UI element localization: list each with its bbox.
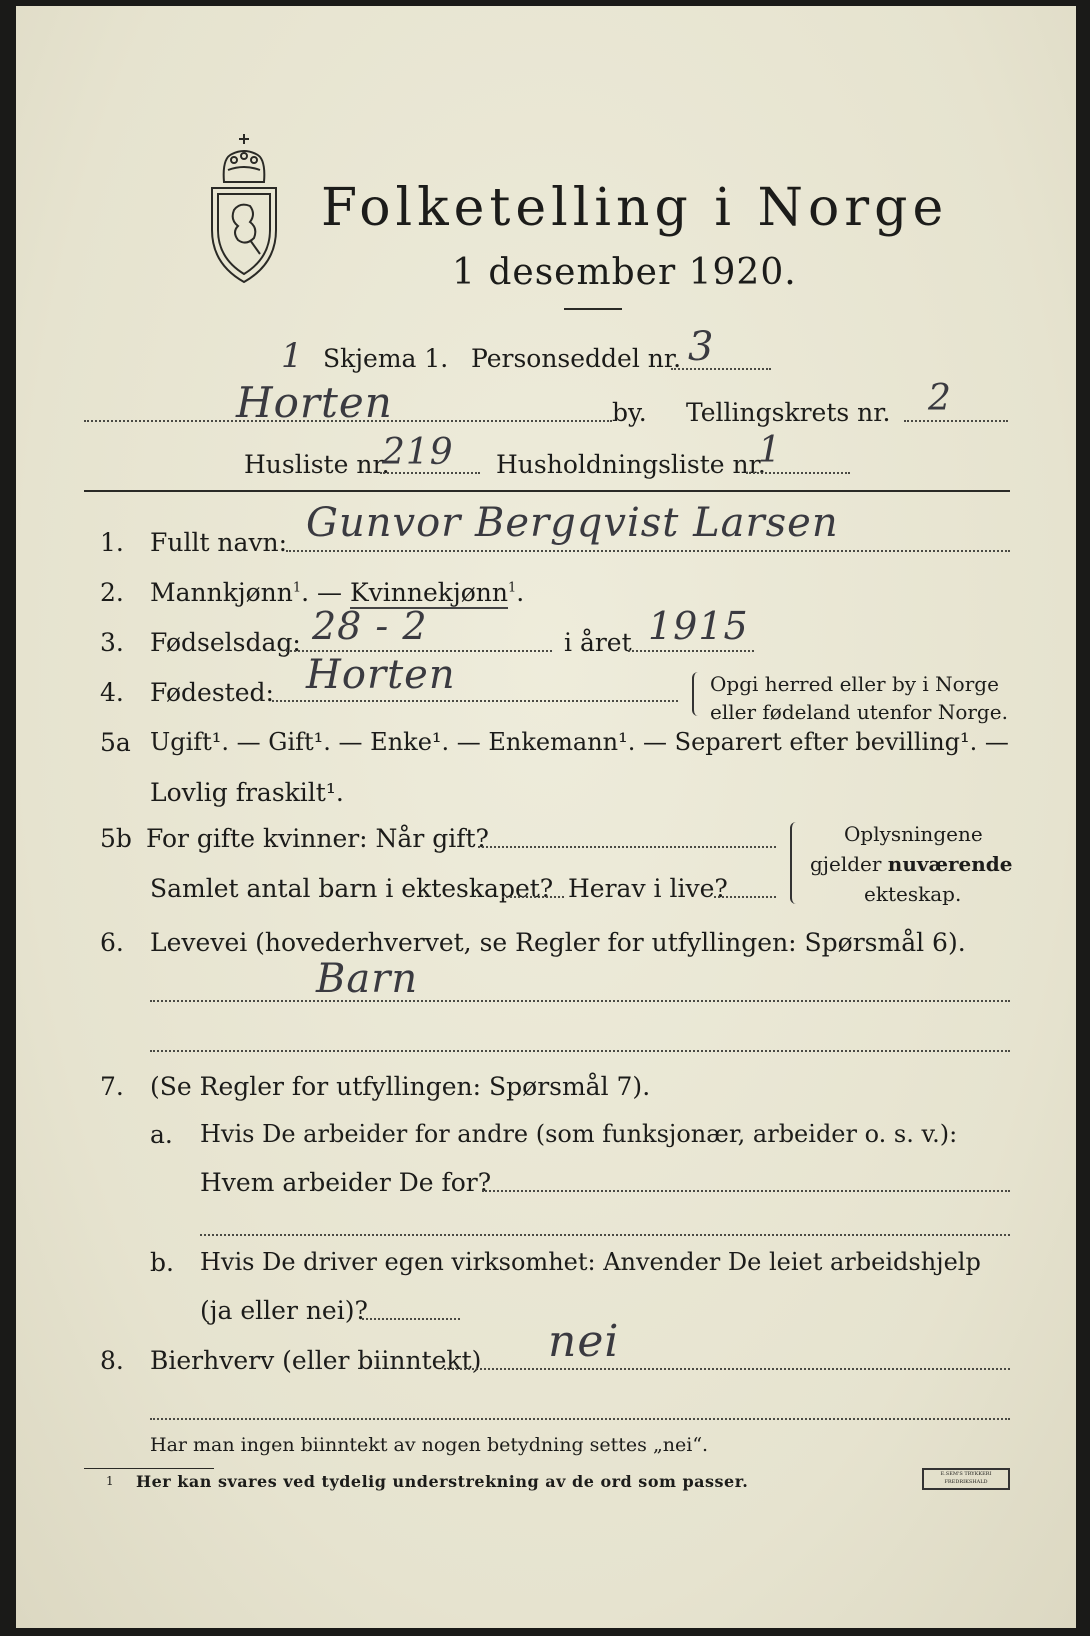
q7-label: (Se Regler for utfyllingen: Spørsmål 7).	[150, 1072, 651, 1101]
q5a-number: 5a	[100, 728, 131, 757]
q3-value: 28 - 2	[312, 604, 428, 648]
q2-mannkjonn: Mannkjønn	[150, 578, 293, 607]
q5b-note-2b: nuværende	[887, 852, 1013, 876]
q7a-letter: a.	[150, 1120, 173, 1149]
husholdning-label: Husholdningsliste nr.	[496, 450, 766, 479]
printer-stamp: E.SEM'S TRYKKERI FREDRIKSHALD	[922, 1468, 1010, 1490]
q1-number: 1.	[100, 528, 124, 557]
husholdning-value: 1	[758, 430, 782, 471]
q7a-line-1: Hvis De arbeider for andre (som funksjonær, arbeider o. s. v.):	[200, 1120, 958, 1148]
margin-mark: 1	[281, 336, 304, 376]
census-form: Folketelling i Norge 1 desember 1920. 1 Skjema 1. Personseddel nr. 3 Horten by. Tellingskrets nr. 2 Husliste nr. 219 Husholdningsliste nr. 1 1. Fullt navn: Gunvor Bergqvist Larsen 2. Mannkjønn$^1$. — Kvinnekjønn$^1$. 3. Fødselsdag: 28 - 2 i året 1915 4. Fødested: Horten Opgi herred eller by i Norge eller fødeland utenfor Norge. 5a Ugift¹. — Gift¹. — Enke¹. — Enkemann¹. — Separert efter bevilling¹. — Lovlig fraskilt¹. 5b For gifte kvinner: Når gift? Samlet antal barn i ekteskapet? Herav i live? Oplysningene gjelder nuværende ekteskap. 6. Levevei (hovederhvervet, se Regler for utfyllingen: Spørsmål 6). Barn 7. (Se Regler for utfyllingen: Spørsmål 7). a. Hvis De arbeider for andre (som funksjonær, arbeider o. s. v.): Hvem arbeider De for? b. Hvis De driver egen virksomhet: Anvender De leiet arbeidshjelp (ja eller nei)? 8. Bierhverv (eller biinntekt) nei Har man ingen biinntekt av nogen betydning settes „nei“. 1 Her kan svares ved tydelig understrekning av de ord som passer. E.SEM'S TRYKKERI FREDRIKSHALD	[16, 6, 1076, 1628]
q5a-line-2: Lovlig fraskilt¹.	[150, 778, 344, 807]
q3-label: Fødselsdag:	[150, 628, 301, 657]
footnote-rule	[84, 1468, 214, 1469]
by-label: by.	[612, 398, 647, 427]
q5b-note-2a: gjelder	[810, 852, 888, 876]
tellingskrets-label: Tellingskrets nr.	[686, 398, 891, 427]
q2-separator: —	[317, 578, 343, 607]
personseddel-value: 3	[688, 324, 715, 370]
q5b-number: 5b	[100, 824, 132, 853]
coat-of-arms-icon	[202, 130, 286, 288]
q5b-label-1: For gifte kvinner: Når gift?	[146, 824, 489, 853]
husliste-value: 219	[382, 432, 454, 473]
q5b-note-1: Oplysningene	[844, 822, 983, 846]
q2-number: 2.	[100, 578, 124, 607]
q8-value: nei	[548, 1316, 620, 1367]
footer-note: Har man ingen biinntekt av nogen betydning settes „nei“.	[150, 1434, 709, 1456]
personseddel-label: Personseddel nr.	[471, 344, 682, 373]
q5b-label-2: Samlet antal barn i ekteskapet?	[150, 874, 554, 903]
header-rule	[84, 490, 1010, 492]
form-title: Folketelling i Norge	[321, 178, 949, 238]
footnote-text: Her kan svares ved tydelig understrekning av de ord som passer.	[136, 1472, 749, 1491]
q8-label: Bierhverv (eller biinntekt)	[150, 1346, 482, 1375]
q8-number: 8.	[100, 1346, 124, 1375]
tellingskrets-value: 2	[928, 378, 952, 419]
q4-value: Horten	[306, 652, 456, 698]
q1-label: Fullt navn:	[150, 528, 288, 557]
q7b-line-1: Hvis De driver egen virksomhet: Anvender De leiet arbeidshjelp	[200, 1248, 981, 1276]
q7b-letter: b.	[150, 1248, 174, 1277]
q5a-line-1: Ugift¹. — Gift¹. — Enke¹. — Enkemann¹. — Separert efter bevilling¹. —	[150, 728, 1009, 756]
q3-year-value: 1915	[648, 604, 749, 648]
q4-note-2: eller fødeland utenfor Norge.	[710, 700, 1008, 724]
q4-note-1: Opgi herred eller by i Norge	[710, 672, 999, 696]
q5b-label-3: Herav i live?	[568, 874, 728, 903]
q2-kvinnekjonn: Kvinnekjønn	[350, 578, 508, 607]
footnote-mark: 1	[106, 1474, 114, 1488]
q6-number: 6.	[100, 928, 124, 957]
q6-label: Levevei (hovederhvervet, se Regler for utfyllingen: Spørsmål 6).	[150, 928, 966, 957]
q7-number: 7.	[100, 1072, 124, 1101]
husliste-label: Husliste nr.	[244, 450, 390, 479]
form-date: 1 desember 1920.	[452, 252, 797, 293]
q1-value: Gunvor Bergqvist Larsen	[306, 500, 839, 546]
by-value: Horten	[236, 378, 393, 427]
q3-number: 3.	[100, 628, 124, 657]
q7b-line-2: (ja eller nei)?	[200, 1296, 368, 1325]
q6-value: Barn	[316, 956, 419, 1002]
skjema-label: Skjema 1.	[323, 344, 449, 373]
title-divider	[564, 308, 622, 310]
q4-number: 4.	[100, 678, 124, 707]
q7a-line-2: Hvem arbeider De for?	[200, 1168, 492, 1197]
q5b-note-3: ekteskap.	[864, 882, 962, 906]
q4-label: Fødested:	[150, 678, 274, 707]
q3-year-label: i året	[564, 628, 632, 657]
